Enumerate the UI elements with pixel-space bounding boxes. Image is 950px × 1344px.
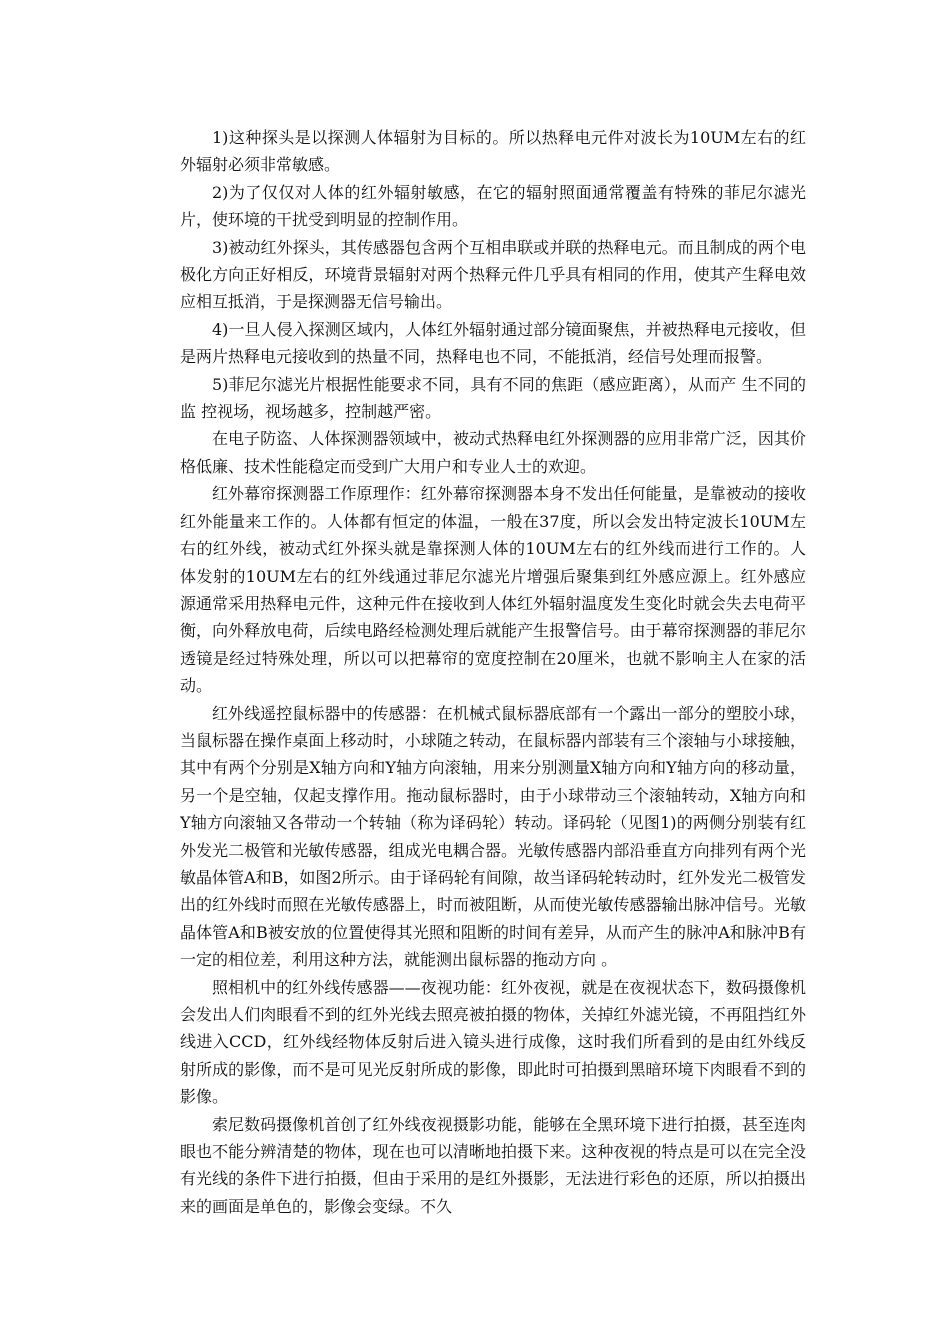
paragraph-10: 索尼数码摄像机首创了红外线夜视摄影功能，能够在全黑环境下进行拍摄，甚至连肉眼也不能分辨清楚的物体，现在也可以清晰地拍摄下来。这种夜视的特点是可以在完全没有光线的条件下进行拍摄，但由于采用的是红外摄影，无法进行彩色的还原，所以拍摄出来的画面是单色的，影像会变绿。不久 (180, 1114, 806, 1216)
paragraph-1: 1)这种探头是以探测人体辐射为目标的。所以热释电元件对波长为10UM左右的红外辐射必须非常敏感。 (180, 128, 806, 175)
paragraph-2: 2)为了仅仅对人体的红外辐射敏感，在它的辐射照面通常覆盖有特殊的菲尼尔滤光片，使环境的干扰受到明显的控制作用。 (180, 182, 806, 230)
paragraph-6: 在电子防盗、人体探测器领域中，被动式热释电红外探测器的应用非常广泛，因其价格低廉、技术性能稳定而受到广大用户和专业人士的欢迎。 (180, 429, 806, 476)
paragraph-7: 红外幕帘探测器工作原理作：红外幕帘探测器本身不发出任何能量，是靠被动的接收红外能量来工作的。人体都有恒定的体温，一般在37度，所以会发出特定波长10UM左右的红外线，被动式红外探头就是靠探测人体的10UM左右的红外线而进行工作的。人体发射的10UM左右的红外线通过菲尼尔滤光片增强后聚集到红外感应源上。红外感应源通常采用热释电元件，这种元件在接收到人体红外辐射温度发生变化时就会失去电荷平衡，向外释放电荷，后续电路经检测处理后就能产生报警信号。由于幕帘探测器的菲尼尔透镜是经过特殊处理，所以可以把幕帘的宽度控制在20厘米，也就不影响主人在家的活动。 (180, 484, 806, 696)
document-page (180, 124, 806, 1324)
paragraph-3: 3)被动红外探头，其传感器包含两个互相串联或并联的热释电元。而且制成的两个电极化方向正好相反，环境背景辐射对两个热释元件几乎具有相同的作用，使其产生释电效 应相互抵消，于是探测器无信号输出。 (180, 237, 806, 312)
paragraph-8: 红外线遥控鼠标器中的传感器：在机械式鼠标器底部有一个露出一部分的塑胶小球，当鼠标器在操作桌面上移动时，小球随之转动，在鼠标器内部装有三个滚轴与小球接触，其中有两个分别是X轴方向和Y轴方向滚轴，用来分别测量X轴方向和Y轴方向的移动量，另一个是空轴，仅起支撑作用。拖动鼠标器时，由于小球带动三个滚轴转动，X轴方向和Y轴方向滚轴又各带动一个转轴（称为译码轮）转动。译码轮（见图1)的两侧分别装有红外发光二极管和光敏传感器，组成光电耦合器。光敏传感器内部沿垂直方向排列有两个光敏晶体管A和B，如图2所示。由于译码轮有间隙，故当译码轮转动时，红外发光二极管发出的红外线时而照在光敏传感器上，时而被阻断，从而使光敏传感器输出脉冲信号。光敏晶体管A和B被安放的位置使得其光照和阻断的时间有差异，从而产生的脉冲A和脉冲B有一定的相位差，利用这种方法，就能测出鼠标器的拖动方向 。 (180, 703, 806, 970)
paragraph-4: 4)一旦人侵入探测区域内，人体红外辐射通过部分镜面聚焦，并被热释电元接收，但是两片热释电元接收到的热量不同，热释电也不同，不能抵消，经信号处理而报警。 (180, 319, 806, 367)
paragraph-5: 5)菲尼尔滤光片根据性能要求不同，具有不同的焦距（感应距离），从而产 生不同的监 控视场，视场越多，控制越严密。 (180, 374, 806, 422)
paragraph-9: 照相机中的红外线传感器——夜视功能：红外夜视，就是在夜视状态下，数码摄像机会发出人们肉眼看不到的红外光线去照亮被拍摄的物体，关掉红外滤光镜，不再阻挡红外线进入CCD，红外线经物体反射后进入镜头进行成像，这时我们所看到的是由红外线反射所成的影像，而不是可见光反射所成的影像，即此时可拍摄到黑暗环境下肉眼看不到的影像。 (180, 977, 806, 1107)
